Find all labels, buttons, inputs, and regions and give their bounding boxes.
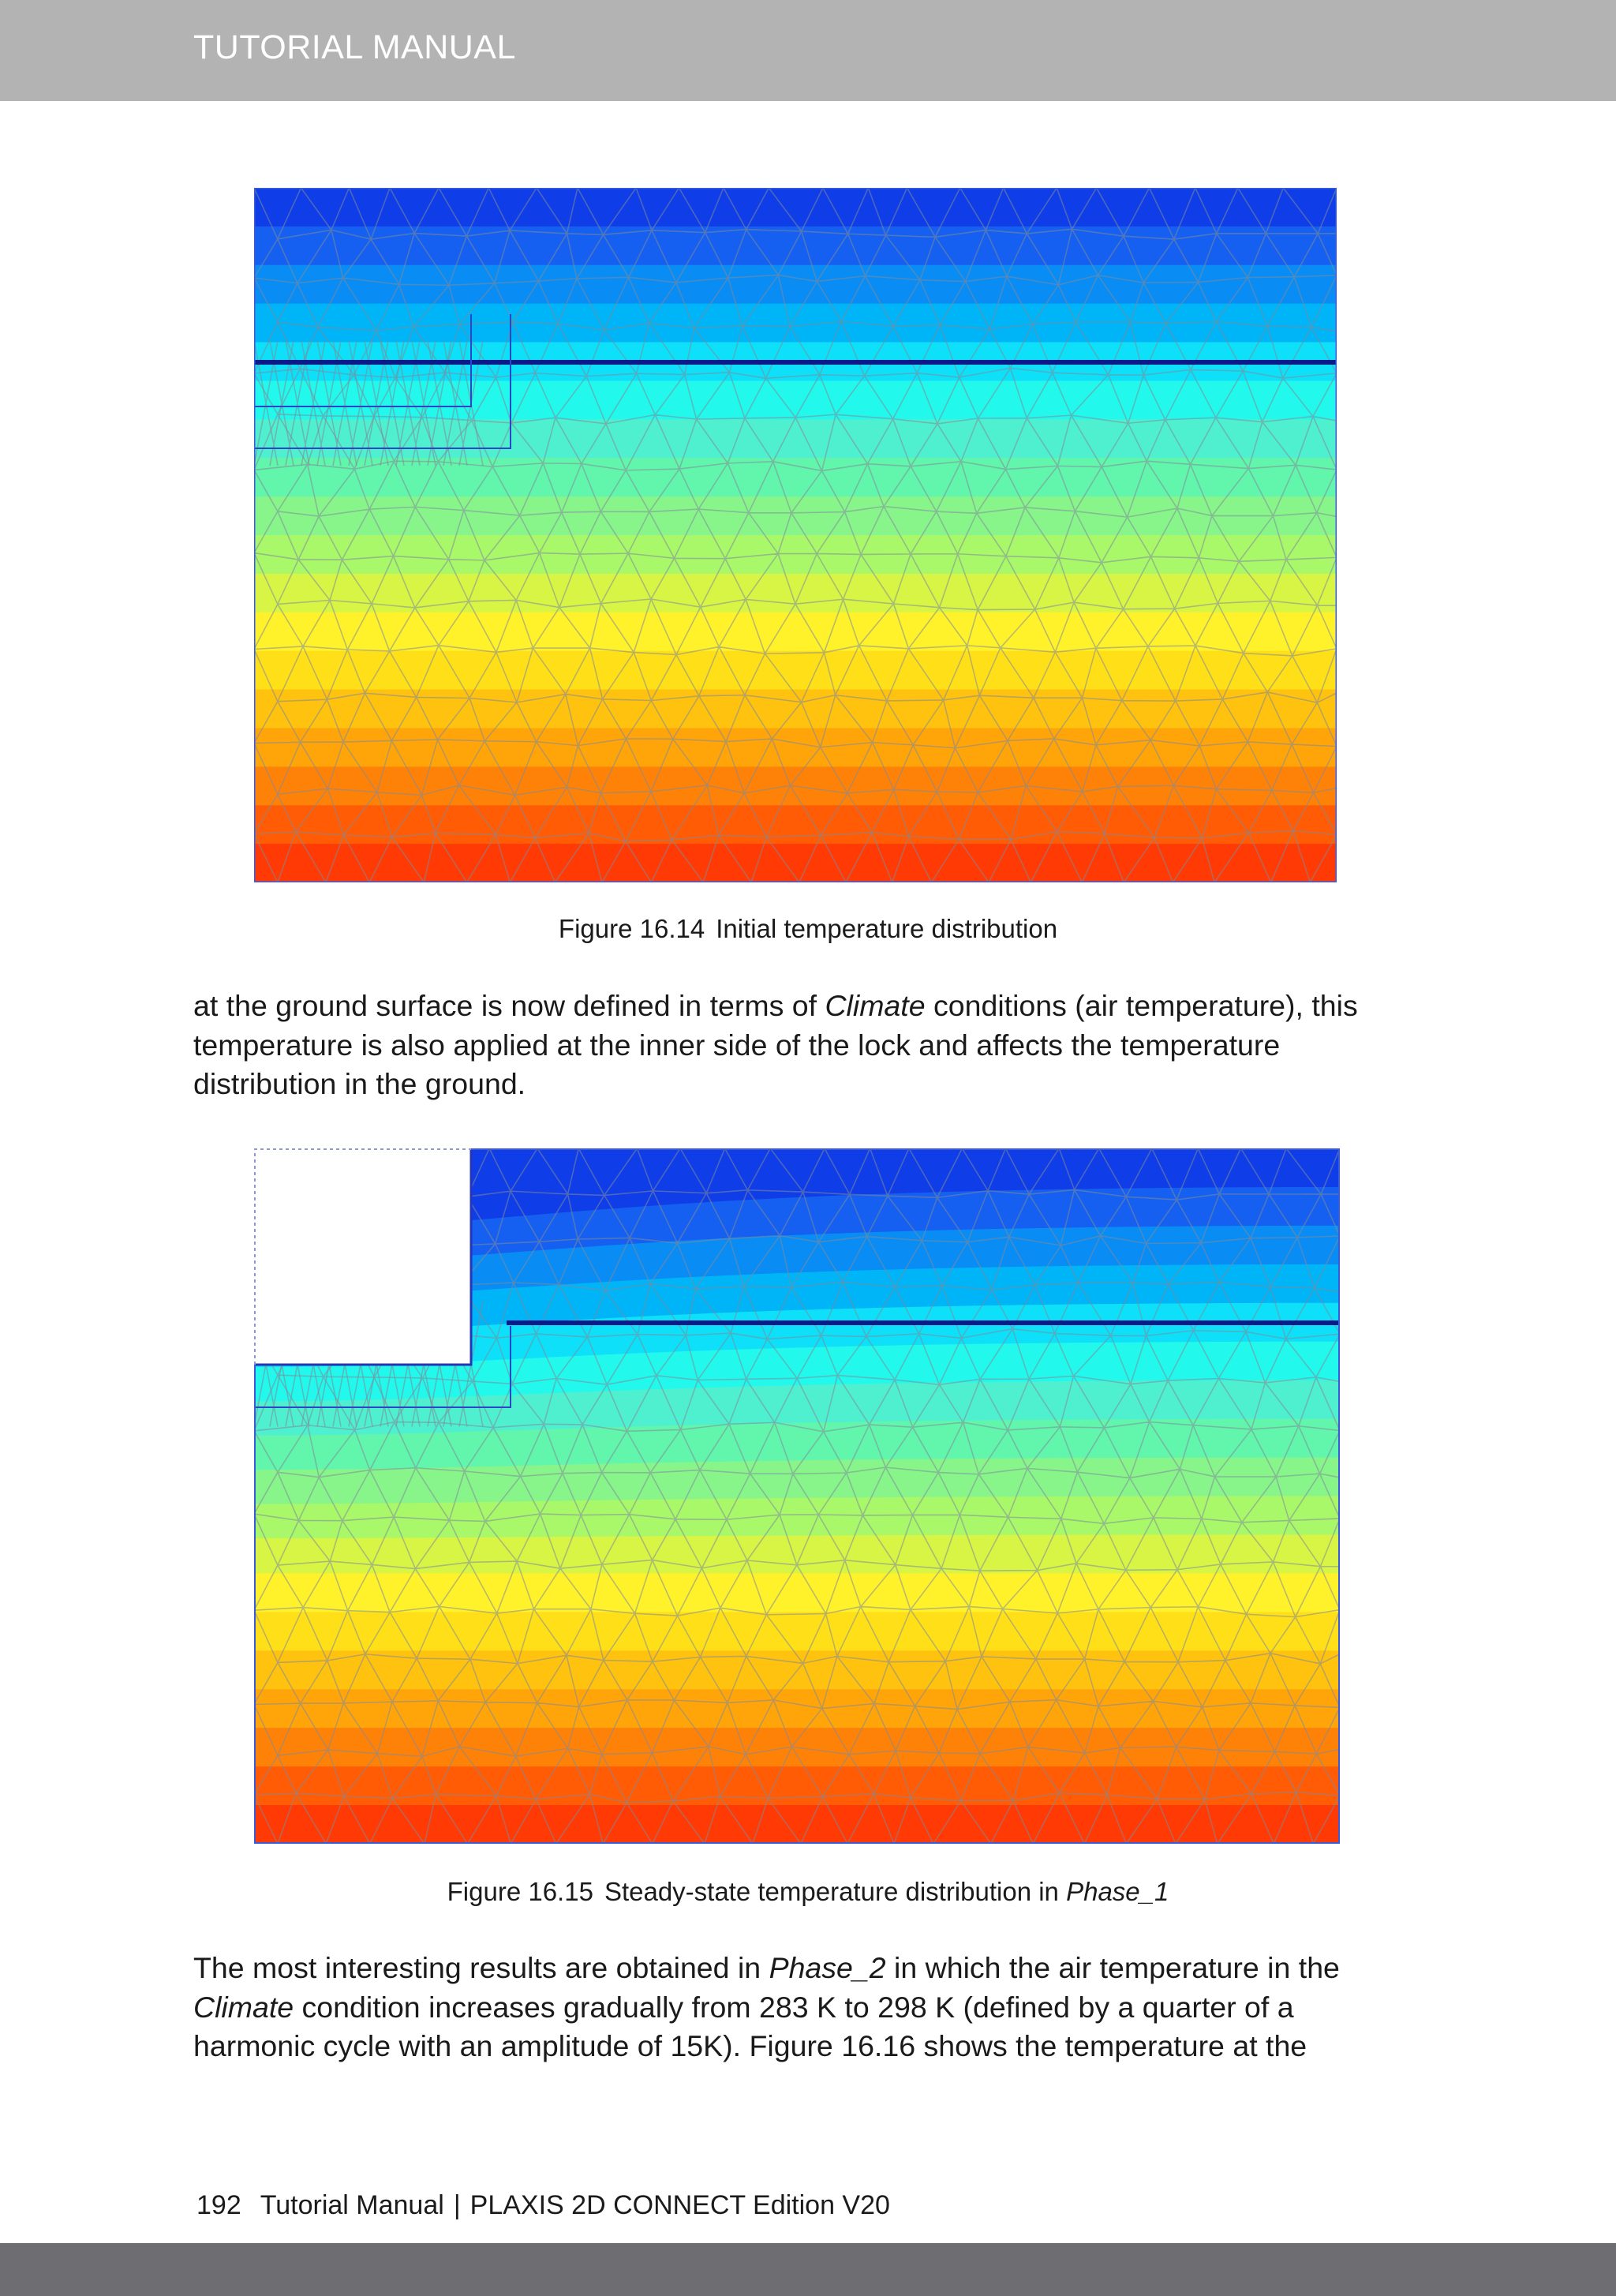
page-number: 192 xyxy=(196,2190,241,2220)
figure-16-14 xyxy=(254,188,1337,882)
footer-manual-name: Tutorial Manual xyxy=(260,2190,444,2220)
header-bar xyxy=(0,0,1616,101)
figure-number: Figure 16.15 xyxy=(447,1877,593,1906)
paragraph-line: temperature is also applied at the inner side of the lock and affects the temperature xyxy=(193,1028,1281,1062)
temperature-contour-plot-steady-state xyxy=(254,1148,1340,1844)
paragraph-line xyxy=(193,1988,1432,2028)
temperature-band xyxy=(254,535,1337,575)
paragraph-2 xyxy=(193,1949,1432,2066)
footer-separator: | xyxy=(453,2190,461,2220)
italic-term: Climate xyxy=(193,1990,294,2024)
paragraph-line xyxy=(193,987,1432,1026)
text-run: condition increases gradually from 283 K to 298 K (defined by a quarter of a xyxy=(294,1990,1294,2024)
text-run: at the ground surface is now defined in terms of xyxy=(193,989,825,1022)
paragraph-line: harmonic cycle with an amplitude of 15K). Figure 16.16 shows the temperature at the xyxy=(193,2029,1307,2062)
paragraph-line: distribution in the ground. xyxy=(193,1067,526,1100)
figure-16-14-caption xyxy=(0,914,1616,944)
figure-caption-phase: Phase_1 xyxy=(1066,1877,1169,1906)
temperature-band xyxy=(254,1689,1340,1729)
temperature-band xyxy=(254,458,1337,497)
figure-16-15-caption xyxy=(0,1877,1616,1907)
temperature-band xyxy=(254,651,1337,691)
footer xyxy=(196,2190,890,2221)
figure-16-15 xyxy=(254,1148,1340,1844)
paragraph-1 xyxy=(193,987,1432,1104)
temperature-band xyxy=(254,227,1337,266)
figure-number: Figure 16.14 xyxy=(558,914,705,943)
temperature-band xyxy=(254,805,1337,845)
italic-term: Climate xyxy=(825,989,926,1022)
temperature-contour-plot-initial xyxy=(254,188,1337,882)
footer-bar xyxy=(0,2243,1616,2296)
text-run: The most interesting results are obtained in xyxy=(193,1951,769,1984)
italic-term: Phase_2 xyxy=(769,1951,886,1984)
footer-product-name: PLAXIS 2D CONNECT Edition V20 xyxy=(469,2190,890,2220)
temperature-band xyxy=(254,1766,1340,1806)
header-title: TUTORIAL MANUAL xyxy=(193,28,516,66)
text-run: in which the air temperature in the xyxy=(885,1951,1340,1984)
temperature-band xyxy=(254,188,1337,227)
figure-caption-text: Initial temperature distribution xyxy=(716,914,1058,943)
text-run: conditions (air temperature), this xyxy=(925,989,1358,1022)
figure-caption-text: Steady-state temperature distribution in xyxy=(604,1877,1067,1906)
excavation-outline xyxy=(254,1148,471,1365)
paragraph-line xyxy=(193,1949,1432,1988)
temperature-band xyxy=(254,380,1337,420)
temperature-band xyxy=(254,1612,1340,1651)
temperature-band xyxy=(254,496,1337,536)
temperature-band xyxy=(254,728,1337,767)
